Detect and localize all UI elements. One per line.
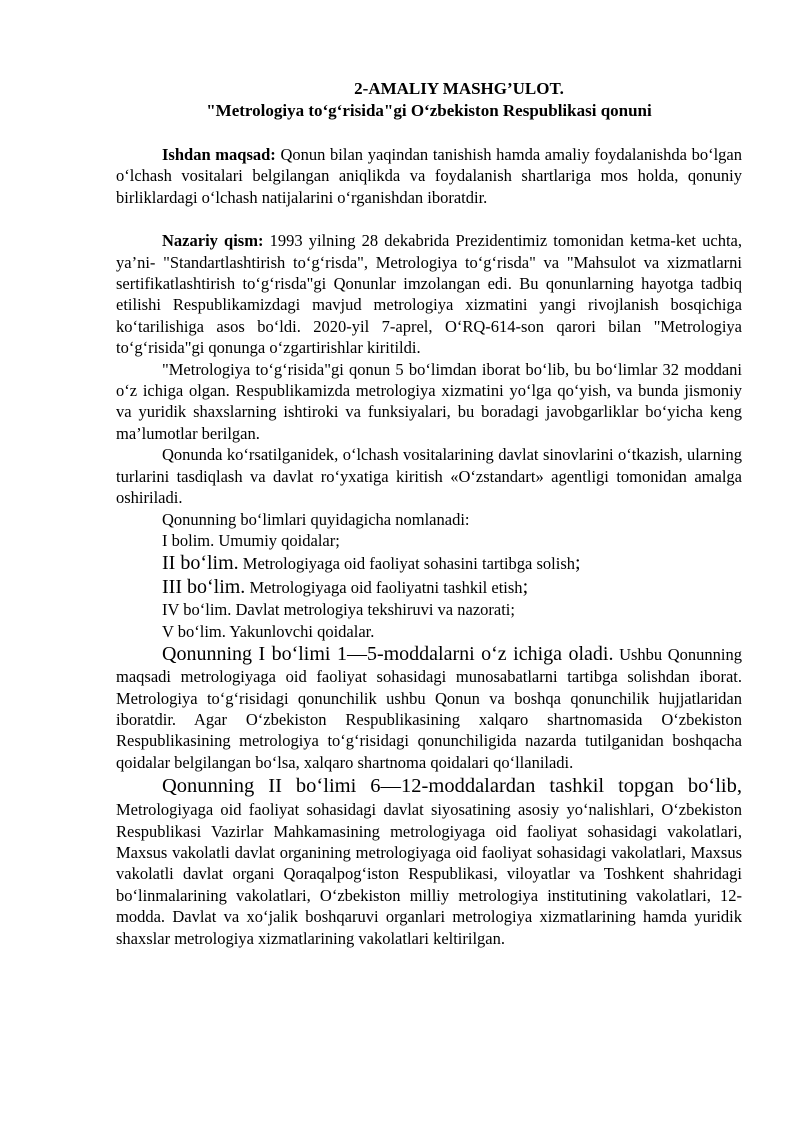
theory-label: Nazariy qism: (162, 231, 264, 251)
part1-text: Ushbu Qonunning maqsadi metrologiyaga oid faoliyat sohasidagi munosabatlarni tartibga solishdan iborat. Metrologiya toʻgʻrisidagi qonunchilik ushbu Qonun va boshqa qonunchilik hujjatlaridan iboratdir. Agar Oʻzbekiston Respublikasining xalqaro shartnomasida Oʻzbekiston Respublikasining metrologiya toʻgʻrisidagi qonunchiligida nazarda tutilganidan boshqacha qoidalar belgilangan boʻlsa, xalqaro shartnoma qoidalari qoʻllaniladi. (116, 645, 743, 772)
section-item-1: I bolim. Umumiy qoidalar; (162, 530, 340, 550)
part2-heading: Qonunning II boʻlimi 6—12-moddalardan tashkil topgan boʻlib, (162, 775, 742, 798)
theory-paragraph-2: "Metrologiya toʻgʻrisida"gi qonun 5 boʻlimdan iborat boʻlib, bu boʻlimlar 32 moddani oʻz ichiga olgan. Respublikamizda metrologiya xizmatini yoʻlga qoʻyish, va bunda jismoniy va yuridik shaxslarning ishtiroki va funksiyalari, bu boradagi javobgarliklar boʻyicha keng ma’lumotlar berilgan. (116, 359, 742, 443)
goal-text: Qonun bilan yaqindan tanishish hamda amaliy foydalanishda boʻlgan oʻlchash vositalari belgilangan aniqlikda va foydalanish shartlariga mos holda, qonuniy birliklardagi oʻlchash natijalarini oʻrganishdan iboratdir. (116, 145, 742, 207)
section-item-3: III boʻlim. Metrologiyaga oid faoliyatni tashkil etish; (162, 576, 529, 599)
section-item-4: IV boʻlim. Davlat metrologiya tekshiruvi va nazorati; (162, 600, 515, 620)
part1-heading: Qonunning I boʻlimi 1—5-moddalarni oʻz ichiga oladi. (162, 643, 614, 666)
goal-paragraph (116, 144, 742, 208)
theory-text: 1993 yilning 28 dekabrida Prezidentimiz tomonidan ketma-ket uchta, ya’ni- "Standartlashtirish toʻgʻrisda", Metrologiya toʻgʻrisda" va "Mahsulot va xizmatlarni sertifikatlashtirish toʻgʻrisda"gi Qonunlar imzolangan edi. Bu qonunlarning hayotga tadbiq etilishi Respublikamizdagi mavjud metrologiya xizmatini yangi rivojlanish bosqichiga koʻtarilishiga asos boʻldi. 2020-yil 7-aprel, OʻRQ-614-son qarori bilan "Metrologiya toʻgʻrisida"gi qonunga oʻzgartirishlar kiritildi. (116, 231, 742, 358)
sections-intro: Qonunning boʻlimlari quyidagicha nomlanadi: (162, 509, 470, 529)
part2-paragraph (116, 773, 742, 949)
document-subtitle: "Metrologiya toʻgʻrisida"gi Oʻzbekiston Respublikasi qonuni (206, 101, 652, 120)
section-item-2: II boʻlim. Metrologiyaga oid faoliyat sohasini tartibga solish; (162, 552, 581, 575)
theory-paragraph-3: Qonunda koʻrsatilganidek, oʻlchash vositalarining davlat sinovlarini oʻtkazish, ularning turlarini tasdiqlash va davlat roʻyxatiga kiritish «Oʻzstandart» agentligi tomonidan amalga oshiriladi. (116, 445, 742, 508)
goal-label: Ishdan maqsad: (162, 145, 276, 164)
theory-paragraph (116, 230, 742, 358)
part2-text: Metrologiyaga oid faoliyat sohasidagi davlat siyosatining asosiy yoʻnalishlari, Oʻzbekiston Respublikasi Vazirlar Mahkamasining metrologiyaga oid faoliyat sohasidagi vakolatlari, Maxsus vakolatli davlat organining metrologiyaga oid faoliyat sohasidagi vakolatlari, Maxsus vakolatli davlat organi Qoraqalpogʻiston Respublikasi, viloyatlar va Toshkent shahridagi boʻlinmalarining vakolatlari, Oʻzbekiston milliy metrologiya institutining vakolatlari, 12-modda. Davlat va xoʻjalik boshqaruvi organlari metrologiya xizmatlarining hamda yuridik shaxslar metrologiya xizmatlarining vakolatlari keltirilgan. (116, 800, 742, 948)
part1-paragraph (116, 642, 742, 773)
document-title: 2-AMALIY MASHG’ULOT. (354, 79, 564, 98)
section-item-5: V boʻlim. Yakunlovchi qoidalar. (162, 621, 375, 641)
